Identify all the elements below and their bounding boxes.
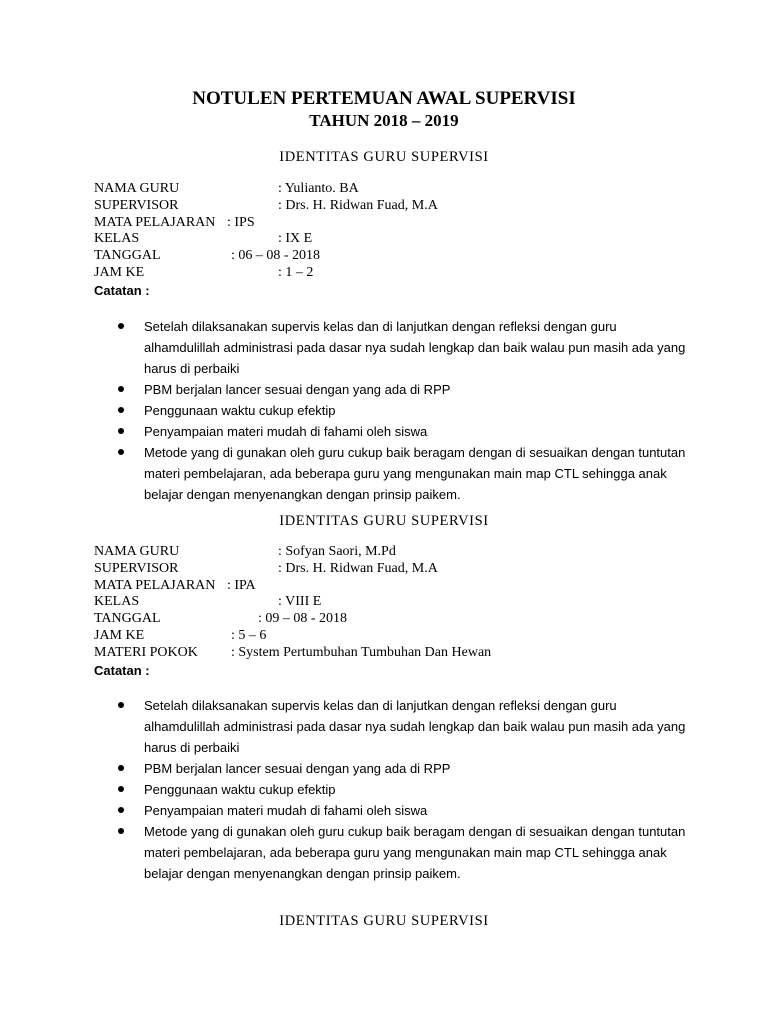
field-label: SUPERVISOR	[94, 560, 179, 576]
section-3-heading: IDENTITAS GURU SUPERVISI	[279, 913, 489, 929]
field-label: JAM KE	[94, 627, 145, 643]
list-item	[116, 779, 686, 800]
field-label: JAM KE	[94, 264, 145, 280]
document-subtitle: TAHUN 2018 – 2019	[309, 111, 459, 130]
field-row	[94, 248, 714, 265]
note-text: Metode yang di gunakan oleh guru cukup baik beragam dengan di sesuaikan dengan tuntutan materi pembelajaran, ada beberapa guru yang mengunakan main map CTL sehingga anak belajar dengan menyenangkan dengan prinsip paikem.	[144, 824, 686, 881]
field-value: : VIII E	[278, 594, 322, 610]
field-value: : Drs. H. Ridwan Fuad, M.A	[278, 560, 438, 576]
field-label: TANGGAL	[94, 248, 161, 264]
field-value: : 06 – 08 - 2018	[231, 248, 321, 264]
note-text: PBM berjalan lancer sesuai dengan yang ada di RPP	[144, 761, 451, 776]
note-text: Penggunaan waktu cukup efektip	[144, 782, 336, 797]
field-value: : 09 – 08 - 2018	[258, 611, 348, 627]
field-row	[94, 231, 714, 248]
catatan-label: Catatan :	[94, 282, 150, 298]
field-value: : IPS	[227, 214, 255, 230]
section-1-identity	[94, 181, 714, 300]
field-value: : 1 – 2	[278, 264, 314, 280]
list-item	[116, 442, 686, 505]
list-item	[116, 821, 686, 884]
list-item	[116, 695, 686, 758]
list-item	[116, 758, 686, 779]
note-text: Penggunaan waktu cukup efektip	[144, 403, 336, 418]
field-label: SUPERVISOR	[94, 197, 179, 213]
field-row	[94, 645, 714, 662]
field-value: : IPA	[227, 577, 256, 593]
list-item	[116, 316, 686, 379]
field-value: : Yulianto. BA	[278, 181, 359, 196]
bullet-icon	[118, 765, 124, 771]
list-item	[116, 379, 686, 400]
note-text: Penyampaian materi mudah di fahami oleh siswa	[144, 803, 428, 818]
field-label: NAMA GURU	[94, 181, 180, 196]
field-row	[94, 561, 714, 578]
bullet-icon	[118, 386, 124, 392]
section-2-heading: IDENTITAS GURU SUPERVISI	[279, 513, 489, 529]
field-label: MATA PELAJARAN	[94, 214, 216, 230]
section-2-identity	[94, 544, 714, 680]
bullet-icon	[118, 807, 124, 813]
note-text: Metode yang di gunakan oleh guru cukup baik beragam dengan di sesuaikan dengan tuntutan materi pembelajaran, ada beberapa guru yang mengunakan main map CTL sehingga anak belajar dengan menyenangkan dengan prinsip paikem.	[144, 445, 686, 502]
field-value: : Sofyan Saori, M.Pd	[278, 544, 396, 559]
section-1-notes	[116, 316, 686, 505]
field-label: TANGGAL	[94, 611, 161, 627]
catatan-label: Catatan :	[94, 662, 150, 678]
section-1-heading: IDENTITAS GURU SUPERVISI	[279, 149, 489, 165]
bullet-icon	[118, 449, 124, 455]
list-item	[116, 400, 686, 421]
field-label: MATA PELAJARAN	[94, 577, 216, 593]
field-row	[94, 611, 714, 628]
document-title: NOTULEN PERTEMUAN AWAL SUPERVISI	[192, 88, 576, 109]
field-value: : System Pertumbuhan Tumbuhan Dan Hewan	[231, 644, 492, 660]
section-2-notes	[116, 695, 686, 884]
field-row	[94, 578, 714, 595]
field-value: : 5 – 6	[231, 627, 267, 643]
field-row	[94, 265, 714, 282]
note-text: Penyampaian materi mudah di fahami oleh siswa	[144, 424, 428, 439]
field-row	[94, 544, 714, 561]
field-label: MATERI POKOK	[94, 644, 198, 660]
bullet-icon	[118, 786, 124, 792]
bullet-icon	[118, 828, 124, 834]
note-text: PBM berjalan lancer sesuai dengan yang ada di RPP	[144, 382, 451, 397]
field-value: : Drs. H. Ridwan Fuad, M.A	[278, 197, 438, 213]
bullet-icon	[118, 702, 124, 708]
field-row	[94, 628, 714, 645]
field-row	[94, 198, 714, 215]
field-label: KELAS	[94, 231, 140, 247]
field-row	[94, 215, 714, 232]
field-label: KELAS	[94, 594, 140, 610]
field-row	[94, 181, 714, 198]
bullet-icon	[118, 323, 124, 329]
list-item	[116, 800, 686, 821]
note-text: Setelah dilaksanakan supervis kelas dan di lanjutkan dengan refleksi dengan guru alhamdulillah administrasi pada dasar nya sudah lengkap dan baik walau pun masih ada yang harus di perbaiki	[144, 698, 686, 755]
field-value: : IX E	[278, 231, 313, 247]
field-label: NAMA GURU	[94, 544, 180, 559]
bullet-icon	[118, 428, 124, 434]
list-item	[116, 421, 686, 442]
bullet-icon	[118, 407, 124, 413]
note-text: Setelah dilaksanakan supervis kelas dan di lanjutkan dengan refleksi dengan guru alhamdulillah administrasi pada dasar nya sudah lengkap dan baik walau pun masih ada yang harus di perbaiki	[144, 319, 686, 376]
field-row	[94, 594, 714, 611]
